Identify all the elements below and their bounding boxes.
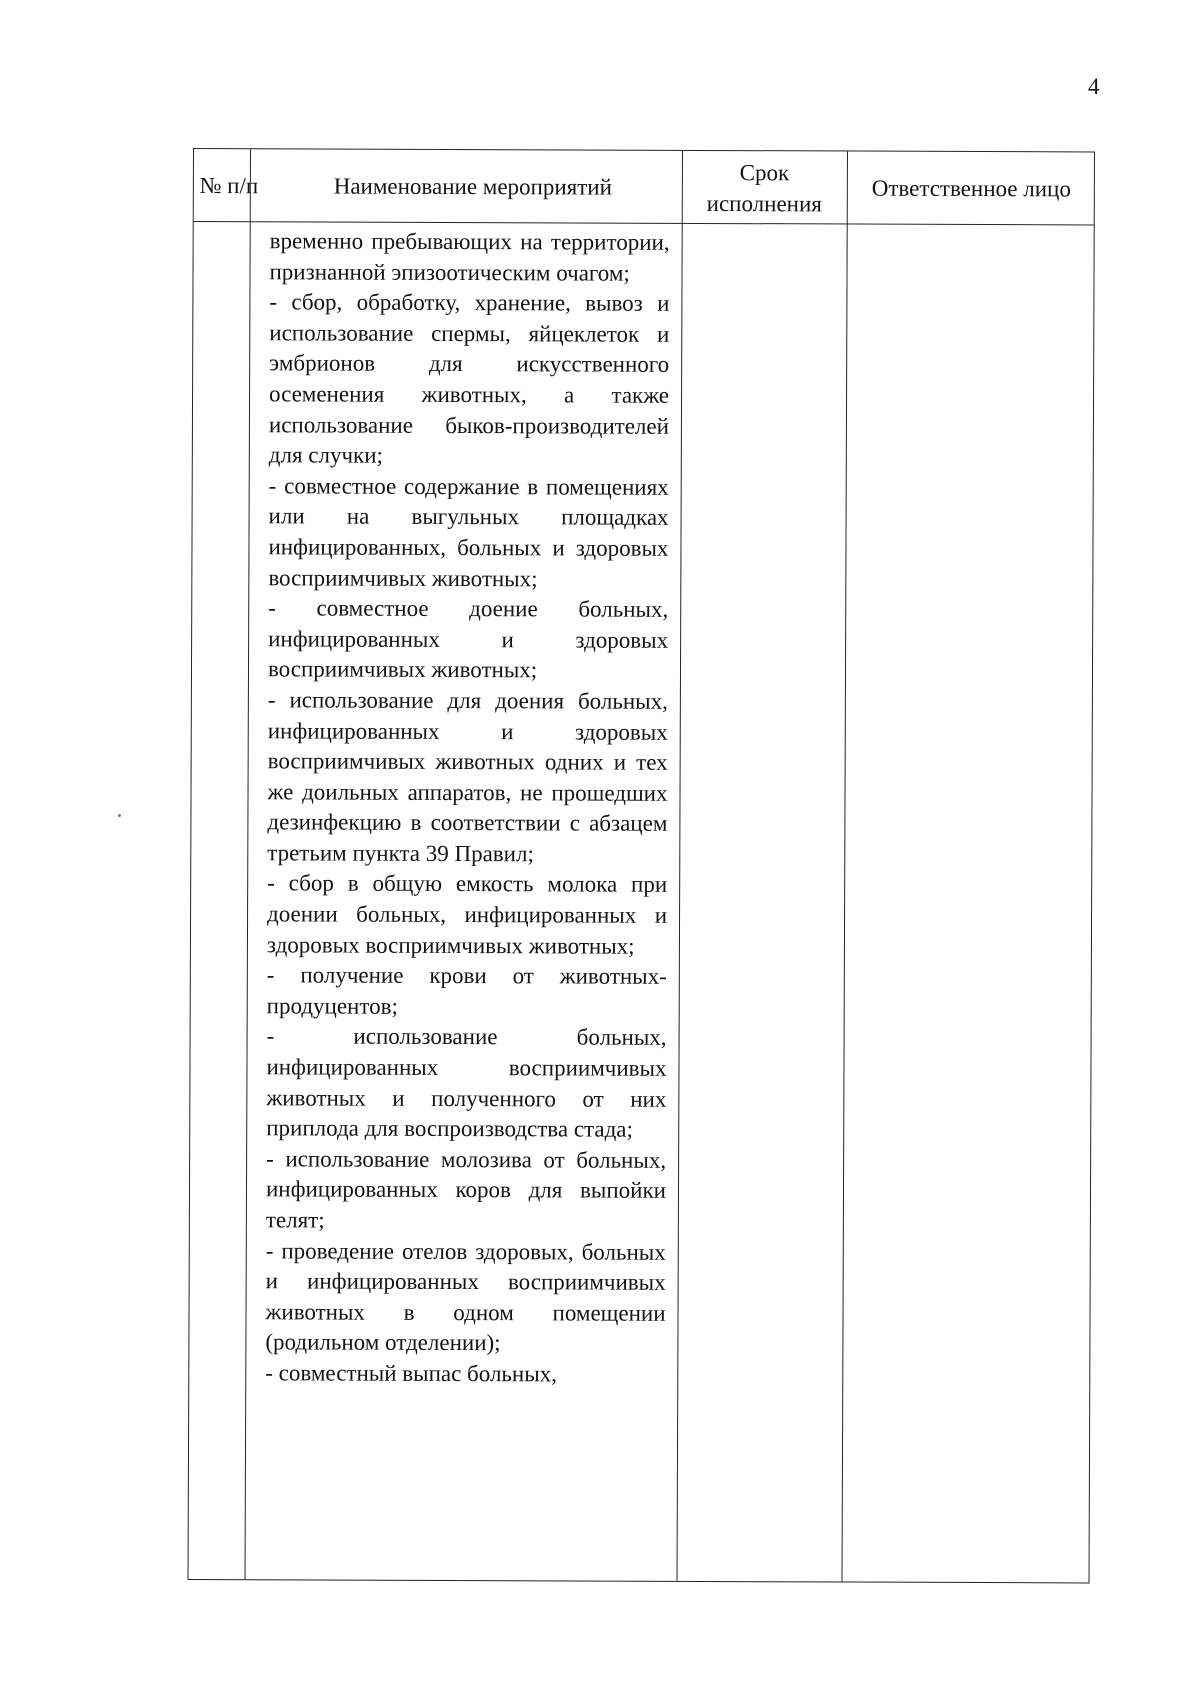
table-header-row xyxy=(194,149,1094,225)
header-deadline: Срок исполнения xyxy=(706,159,822,216)
header-number: № п/п xyxy=(199,173,259,199)
measures-table xyxy=(188,148,1095,1583)
page-number: 4 xyxy=(1088,74,1100,99)
header-responsible: Ответственное лицо xyxy=(871,175,1071,202)
measure-item: - использование молозива от больных, инфицированных коров для выпойки телят; xyxy=(265,1146,667,1233)
table-row xyxy=(189,222,1094,1582)
measures-cell xyxy=(265,226,669,1390)
measure-item: временно пребывающих на территории, признанной эпизоотическим очагом; xyxy=(269,228,670,286)
measure-item: - использование больных, инфицированных восприимчивых животных и полученного от них приплода для воспроизводства стада; xyxy=(266,1023,667,1142)
header-measures-name: Наименование мероприятий xyxy=(333,173,612,200)
measure-item: - совместное доение больных, инфицированных и здоровых восприимчивых животных; xyxy=(267,595,669,683)
measure-item: - сбор в общую емкость молока при доении больных, инфицированных и здоровых восприимчивых животных; xyxy=(266,870,668,959)
measure-item: - использование для доения больных, инфицированных и здоровых восприимчивых животных одних и тех же доильных аппаратов, не прошедших дезинфекцию в соответствии с абзацем третьим пункта 39 Правил; xyxy=(267,687,668,867)
measure-item: - проведение отелов здоровых, больных и инфицированных восприимчивых животных в одном помещении (родильном отделении); xyxy=(265,1237,666,1356)
measure-item: - получение крови от животных-продуцентов; xyxy=(266,962,667,1019)
measure-item: - сбор, обработку, хранение, вывоз и использование спермы, яйцеклеток и эмбрионов для искусственного осеменения животных, а также использование быков-производителей для случки; xyxy=(268,289,670,468)
measure-item: - совместное содержание в помещениях или на выгульных площадках инфицированных, больных и здоровых восприимчивых животных; xyxy=(268,473,669,591)
scan-speck xyxy=(118,814,121,817)
measure-item: - совместный выпас больных, xyxy=(265,1360,558,1387)
